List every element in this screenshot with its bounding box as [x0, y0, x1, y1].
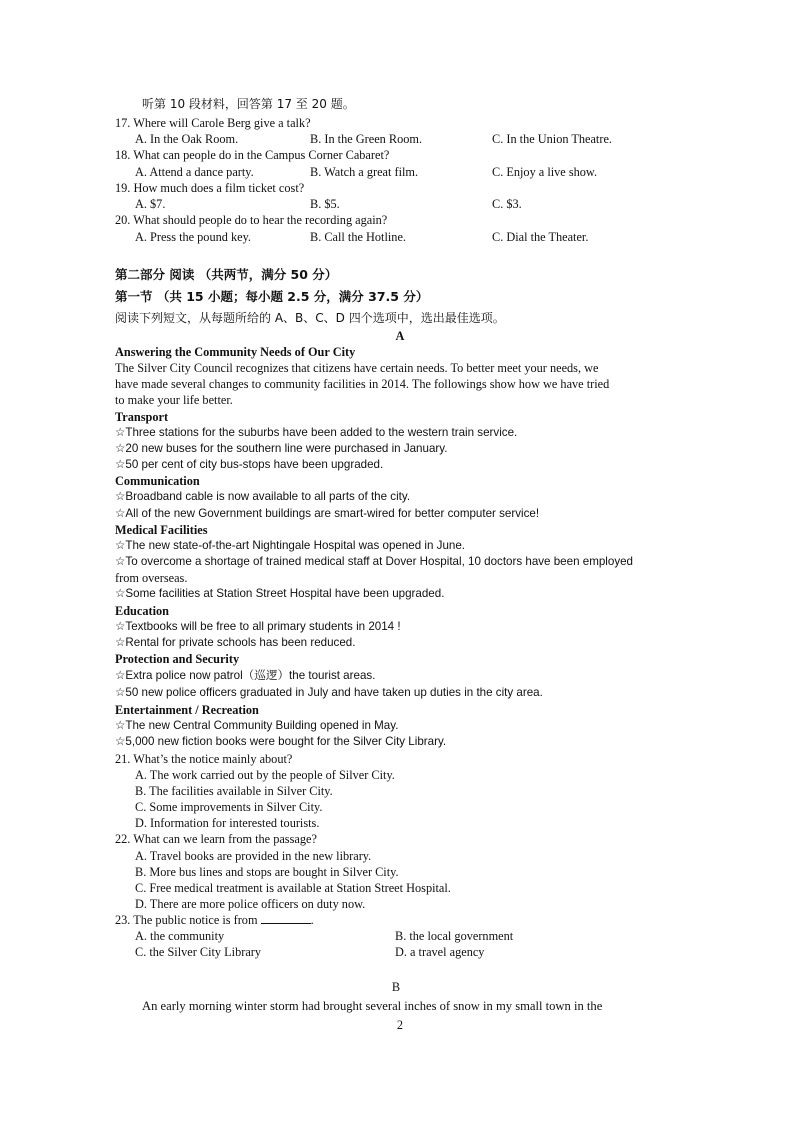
question-19: 19. How much does a film ticket cost?: [115, 181, 305, 195]
q22-option-c: C. Free medical treatment is available at Station Street Hospital.: [135, 881, 451, 895]
intro-line-2: have made several changes to community facilities in 2014. The followings show how we have tried: [115, 377, 610, 391]
q19-option-c: C. $3.: [492, 197, 522, 211]
protection-heading: Protection and Security: [115, 652, 240, 666]
education-item-2: ☆Rental for private schools has been reduced.: [115, 636, 356, 649]
q17-option-b: B. In the Green Room.: [310, 132, 423, 146]
q20-option-a: A. Press the pound key.: [135, 230, 252, 244]
education-item-1: ☆Textbooks will be free to all primary students in 2014 !: [115, 620, 401, 633]
transport-item-3: ☆50 per cent of city bus-stops have been upgraded.: [115, 458, 384, 471]
transport-item-2: ☆20 new buses for the southern line were purchased in January.: [115, 442, 448, 455]
q23-option-d: D. a travel agency: [395, 945, 485, 959]
q20-option-b: B. Call the Hotline.: [310, 230, 406, 244]
q19-option-b: B. $5.: [310, 197, 340, 211]
passage-a-label: A: [395, 329, 405, 343]
communication-item-2: ☆All of the new Government buildings are smart-wired for better computer service!: [115, 507, 540, 520]
q23-option-c: C. the Silver City Library: [135, 945, 262, 959]
reading-instruction: 阅读下列短文，从每题所给的 A、B、C、D 四个选项中，选出最佳选项。: [115, 311, 505, 325]
protection-item-1: ☆Extra police now patrol（巡逻）the tourist areas.: [115, 669, 376, 682]
page-number: 2: [396, 1018, 404, 1032]
q17-option-c: C. In the Union Theatre.: [492, 132, 612, 146]
q21-option-a: A. The work carried out by the people of Silver City.: [135, 768, 395, 782]
q21-option-d: D. Information for interested tourists.: [135, 816, 320, 830]
q18-option-a: A. Attend a dance party.: [135, 165, 254, 179]
medical-item-2: ☆To overcome a shortage of trained medical staff at Dover Hospital, 10 doctors have been employed: [115, 555, 634, 568]
part-two-title: 第二部分 阅读 （共两节，满分 50 分）: [115, 267, 338, 282]
question-21: 21. What’s the notice mainly about?: [115, 752, 293, 766]
protection-item-2: ☆50 new police officers graduated in July and have taken up duties in the city area.: [115, 686, 543, 699]
q23-end: .: [310, 913, 314, 927]
entertainment-heading: Entertainment / Recreation: [115, 703, 259, 717]
section-one-title: 第一节 （共 15 小题；每小题 2.5 分，满分 37.5 分）: [115, 289, 429, 304]
question-23: [115, 912, 314, 928]
medical-item-1: ☆The new state-of-the-art Nightingale Hospital was opened in June.: [115, 539, 466, 552]
communication-heading: Communication: [115, 474, 200, 488]
q22-option-b: B. More bus lines and stops are bought in Silver City.: [135, 865, 399, 879]
answer-blank: [261, 913, 311, 924]
question-20: 20. What should people do to hear the recording again?: [115, 213, 388, 227]
q22-option-a: A. Travel books are provided in the new library.: [135, 849, 372, 863]
q21-option-c: C. Some improvements in Silver City.: [135, 800, 323, 814]
medical-item-3: ☆Some facilities at Station Street Hospital have been upgraded.: [115, 587, 445, 600]
q18-option-c: C. Enjoy a live show.: [492, 165, 598, 179]
q23-option-b: B. the local government: [395, 929, 514, 943]
q18-option-b: B. Watch a great film.: [310, 165, 419, 179]
question-22: 22. What can we learn from the passage?: [115, 832, 317, 846]
intro-line-3: to make your life better.: [115, 393, 233, 407]
listening-instruction: 听第 10 段材料，回答第 17 至 20 题。: [142, 97, 355, 111]
q22-option-d: D. There are more police officers on duty now.: [135, 897, 366, 911]
entertainment-item-2: ☆5,000 new fiction books were bought for the Silver City Library.: [115, 735, 447, 748]
medical-heading: Medical Facilities: [115, 523, 208, 537]
intro-line-1: The Silver City Council recognizes that citizens have certain needs. To better meet your needs, we: [115, 361, 599, 375]
entertainment-item-1: ☆The new Central Community Building opened in May.: [115, 719, 399, 732]
passage-a-title: Answering the Community Needs of Our City: [115, 345, 356, 359]
q17-option-a: A. In the Oak Room.: [135, 132, 239, 146]
transport-item-1: ☆Three stations for the suburbs have been added to the western train service.: [115, 426, 518, 439]
passage-b-label: B: [391, 980, 401, 994]
passage-b-first-line: An early morning winter storm had brought several inches of snow in my small town in the: [142, 999, 603, 1013]
question-18: 18. What can people do in the Campus Corner Cabaret?: [115, 148, 390, 162]
q20-option-c: C. Dial the Theater.: [492, 230, 589, 244]
q21-option-b: B. The facilities available in Silver City.: [135, 784, 333, 798]
q23-option-a: A. the community: [135, 929, 225, 943]
transport-heading: Transport: [115, 410, 169, 424]
q23-text: 23. The public notice is from: [115, 913, 258, 927]
education-heading: Education: [115, 604, 169, 618]
q19-option-a: A. $7.: [135, 197, 166, 211]
communication-item-1: ☆Broadband cable is now available to all parts of the city.: [115, 490, 411, 503]
question-17: 17. Where will Carole Berg give a talk?: [115, 116, 311, 130]
medical-item-2-cont: from overseas.: [115, 571, 188, 585]
